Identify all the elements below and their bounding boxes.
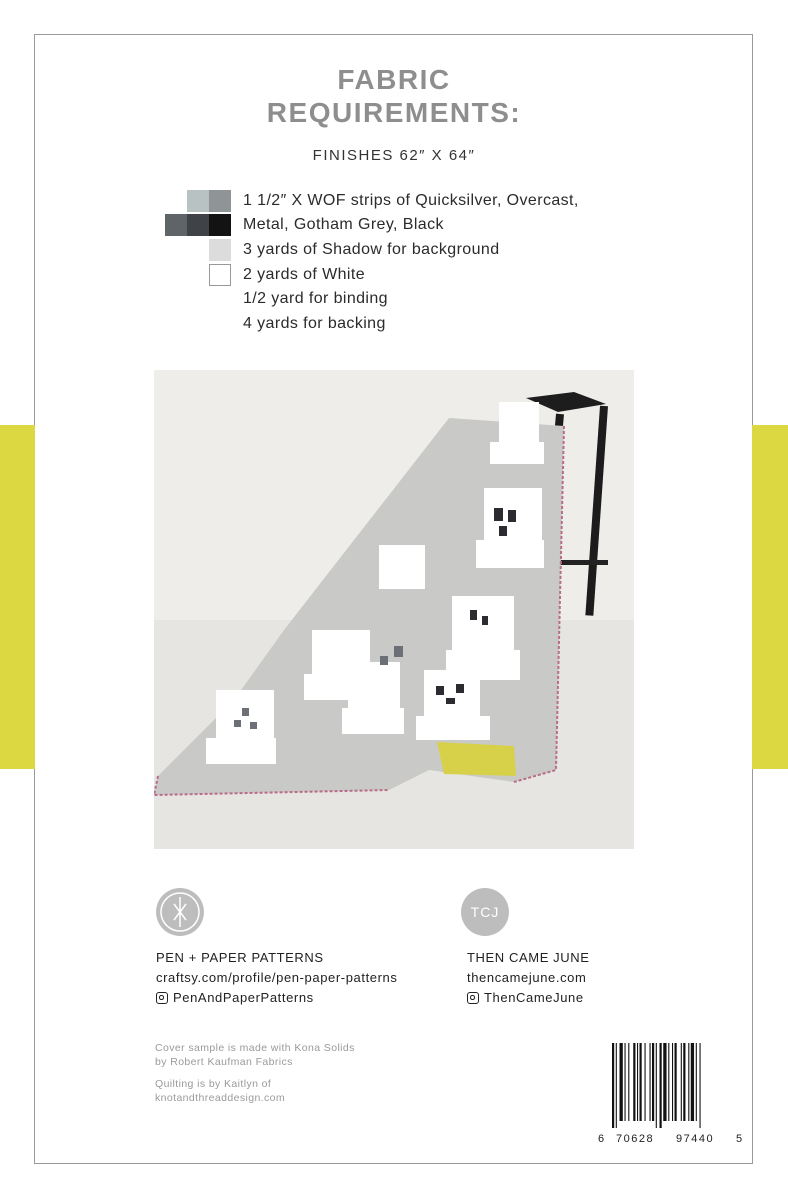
barcode-bar [616, 1043, 617, 1128]
designer-instagram [156, 990, 314, 1005]
designer-instagram [467, 990, 584, 1005]
barcode-bar [637, 1043, 638, 1121]
barcode-bar [640, 1043, 642, 1121]
quilt-photo [154, 370, 634, 849]
barcode-bar [660, 1043, 662, 1128]
requirement-item: 4 yards for backing [243, 315, 386, 332]
tcj-logo-icon [461, 888, 509, 936]
swatch-black [209, 214, 231, 236]
barcode-bar [696, 1043, 697, 1121]
quilt-illustration [154, 370, 634, 849]
heading-line-1: FABRIC [337, 64, 451, 95]
designer-name: PEN + PAPER PATTERNS [156, 950, 324, 965]
barcode-bar [668, 1043, 669, 1121]
credit-quilting-line-1: Quilting is by Kaitlyn of [155, 1078, 272, 1090]
instagram-handle: ThenCameJune [484, 990, 584, 1005]
swatch-overcast [209, 190, 231, 212]
instagram-handle: PenAndPaperPatterns [173, 990, 314, 1005]
barcode-bar [675, 1043, 677, 1121]
designer-name: THEN CAME JUNE [467, 950, 590, 965]
credit-quilting-line-2: knotandthreaddesign.com [155, 1092, 286, 1104]
tcj-logo-text: TCJ [470, 904, 500, 920]
barcode-lead-digit: 6 [598, 1133, 605, 1145]
barcode-bar [681, 1043, 682, 1121]
barcode-bar [633, 1043, 635, 1121]
barcode-check-digit: 5 [736, 1133, 743, 1145]
instagram-icon [156, 992, 168, 1004]
barcode-bar [688, 1043, 689, 1121]
barcode-bar [650, 1043, 651, 1121]
barcode-bar [700, 1043, 701, 1128]
instagram-icon [467, 992, 479, 1004]
finished-size: FINISHES 62″ X 64″ [312, 147, 476, 164]
credit-cover-line-2: by Robert Kaufman Fabrics [155, 1056, 293, 1068]
barcode [610, 1043, 730, 1128]
barcode-bar [620, 1043, 623, 1121]
barcode-bar [656, 1043, 657, 1128]
barcode-bar [628, 1043, 629, 1121]
requirement-item: 1 1/2″ X WOF strips of Quicksilver, Overcast, [243, 192, 579, 209]
barcode-bar [691, 1043, 694, 1121]
requirement-item: Metal, Gotham Grey, Black [243, 216, 444, 233]
barcode-bar [683, 1043, 685, 1121]
pen-paper-logo-icon [156, 888, 204, 936]
barcode-bar [663, 1043, 666, 1121]
designer-url: craftsy.com/profile/pen-paper-patterns [156, 970, 398, 985]
designer-url: thencamejune.com [467, 970, 587, 985]
swatch-gotham-grey [187, 214, 209, 236]
barcode-right-digits: 97440 [676, 1133, 715, 1145]
swatch-quicksilver [187, 190, 209, 212]
swatch-metal [165, 214, 187, 236]
barcode-bar [652, 1043, 654, 1121]
barcode-left-digits: 70628 [616, 1133, 655, 1145]
barcode-bar [645, 1043, 646, 1121]
heading-line-2: REQUIREMENTS: [266, 97, 522, 128]
requirement-item: 2 yards of White [243, 266, 366, 283]
requirement-item: 3 yards of Shadow for background [243, 241, 500, 258]
requirement-item: 1/2 yard for binding [243, 290, 388, 307]
credit-cover-line-1: Cover sample is made with Kona Solids [155, 1042, 355, 1054]
barcode-bar [625, 1043, 626, 1121]
swatch-shadow [209, 239, 231, 261]
swatch-white [209, 264, 231, 286]
barcode-bar [672, 1043, 673, 1121]
barcode-bar [612, 1043, 614, 1128]
